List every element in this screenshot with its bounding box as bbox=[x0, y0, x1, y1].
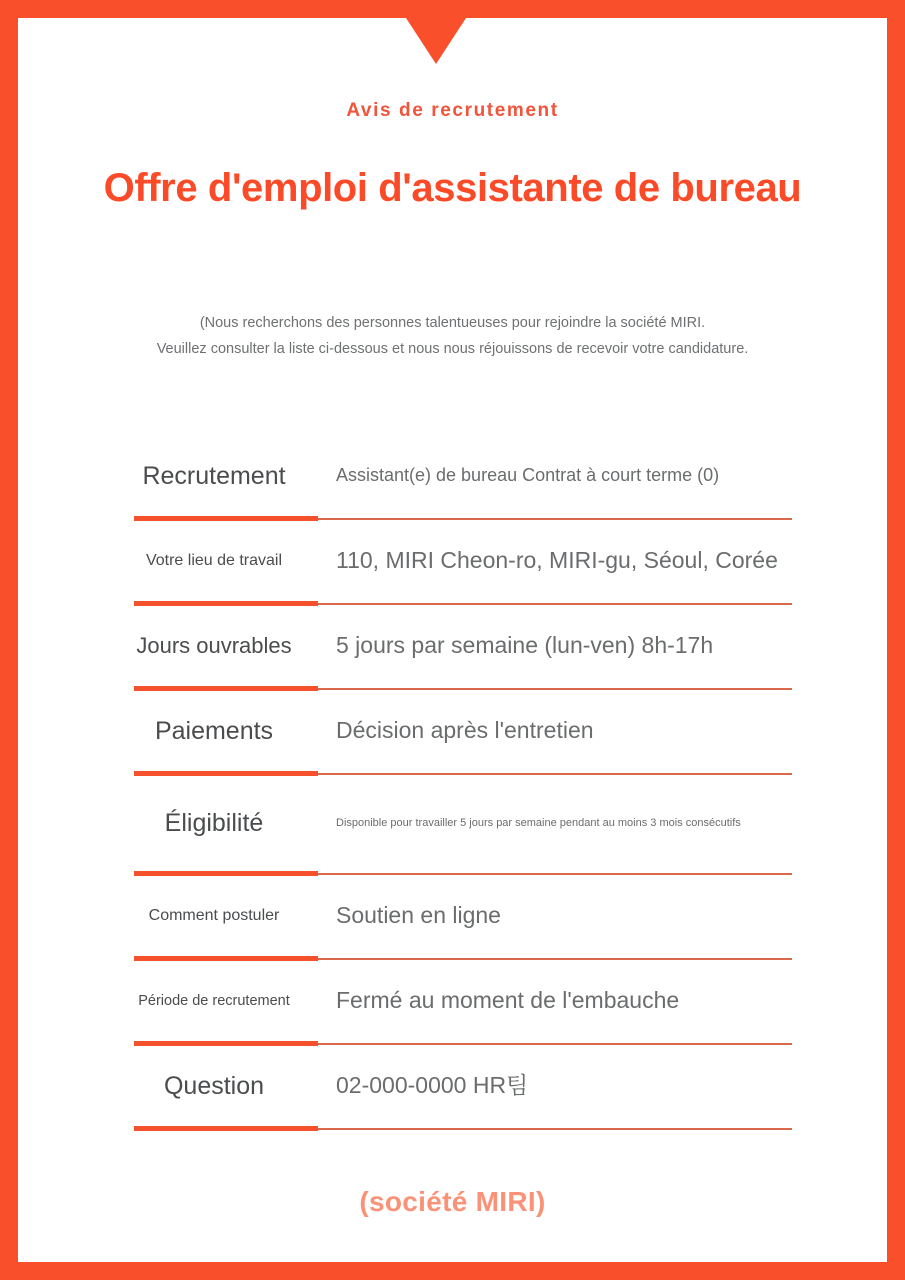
row-label: Comment postuler bbox=[148, 906, 280, 924]
row-value: Fermé au moment de l'embauche bbox=[336, 987, 680, 1014]
page-title: Offre d'emploi d'assistante de bureau bbox=[103, 166, 802, 210]
divider-thick-segment bbox=[134, 956, 318, 961]
row-label: Recrutement bbox=[142, 461, 286, 490]
divider-thick-segment bbox=[134, 601, 318, 606]
row-value: 5 jours par semaine (lun-ven) 8h-17h bbox=[336, 632, 714, 659]
company-footer: (société MIRI) bbox=[359, 1186, 546, 1217]
divider-thick-segment bbox=[134, 771, 318, 776]
divider-thin-segment bbox=[318, 1128, 792, 1130]
table-row bbox=[116, 437, 791, 522]
divider-thin-segment bbox=[318, 1043, 792, 1045]
row-value: Soutien en ligne bbox=[336, 902, 501, 929]
details-table bbox=[116, 437, 791, 1132]
poster-card bbox=[18, 18, 887, 1262]
triangle-notch-icon bbox=[406, 18, 466, 64]
intro-paragraph bbox=[18, 310, 887, 362]
eyebrow-label: Avis de recrutement bbox=[346, 100, 559, 121]
divider-thick-segment bbox=[134, 1041, 318, 1046]
row-label: Éligibilité bbox=[164, 809, 264, 838]
divider-thin-segment bbox=[318, 873, 792, 875]
row-value: 02-000-0000 HR팀 bbox=[336, 1072, 529, 1099]
divider-thin-segment bbox=[318, 603, 792, 605]
row-value: Disponible pour travailler 5 jours par semaine pendant au moins 3 mois consécutifs bbox=[336, 816, 741, 829]
table-row bbox=[116, 877, 791, 962]
divider-thick-segment bbox=[134, 516, 318, 521]
divider-thick-segment bbox=[134, 1126, 318, 1131]
table-row bbox=[116, 777, 791, 877]
divider-thick-segment bbox=[134, 871, 318, 876]
row-value: 110, MIRI Cheon-ro, MIRI-gu, Séoul, Corée bbox=[336, 547, 778, 574]
row-label: Votre lieu de travail bbox=[145, 551, 283, 569]
intro-line-1: (Nous recherchons des personnes talentueuses pour rejoindre la société MIRI. bbox=[199, 315, 706, 331]
row-label: Période de recrutement bbox=[138, 992, 290, 1009]
row-label: Paiements bbox=[154, 716, 274, 745]
table-row bbox=[116, 962, 791, 1047]
row-value: Décision après l'entretien bbox=[336, 717, 594, 744]
table-row bbox=[116, 1047, 791, 1132]
table-row bbox=[116, 692, 791, 777]
divider-thick-segment bbox=[134, 686, 318, 691]
table-row bbox=[116, 522, 791, 607]
row-divider bbox=[116, 1126, 791, 1132]
divider-thin-segment bbox=[318, 773, 792, 775]
intro-line-2: Veuillez consulter la liste ci-dessous et nous nous réjouissons de recevoir votre candidature. bbox=[156, 341, 749, 357]
divider-thin-segment bbox=[318, 518, 792, 520]
divider-thin-segment bbox=[318, 688, 792, 690]
row-label: Jours ouvrables bbox=[136, 633, 292, 659]
row-label: Question bbox=[163, 1071, 265, 1100]
row-value: Assistant(e) de bureau Contrat à court terme (0) bbox=[336, 465, 720, 486]
table-row bbox=[116, 607, 791, 692]
divider-thin-segment bbox=[318, 958, 792, 960]
